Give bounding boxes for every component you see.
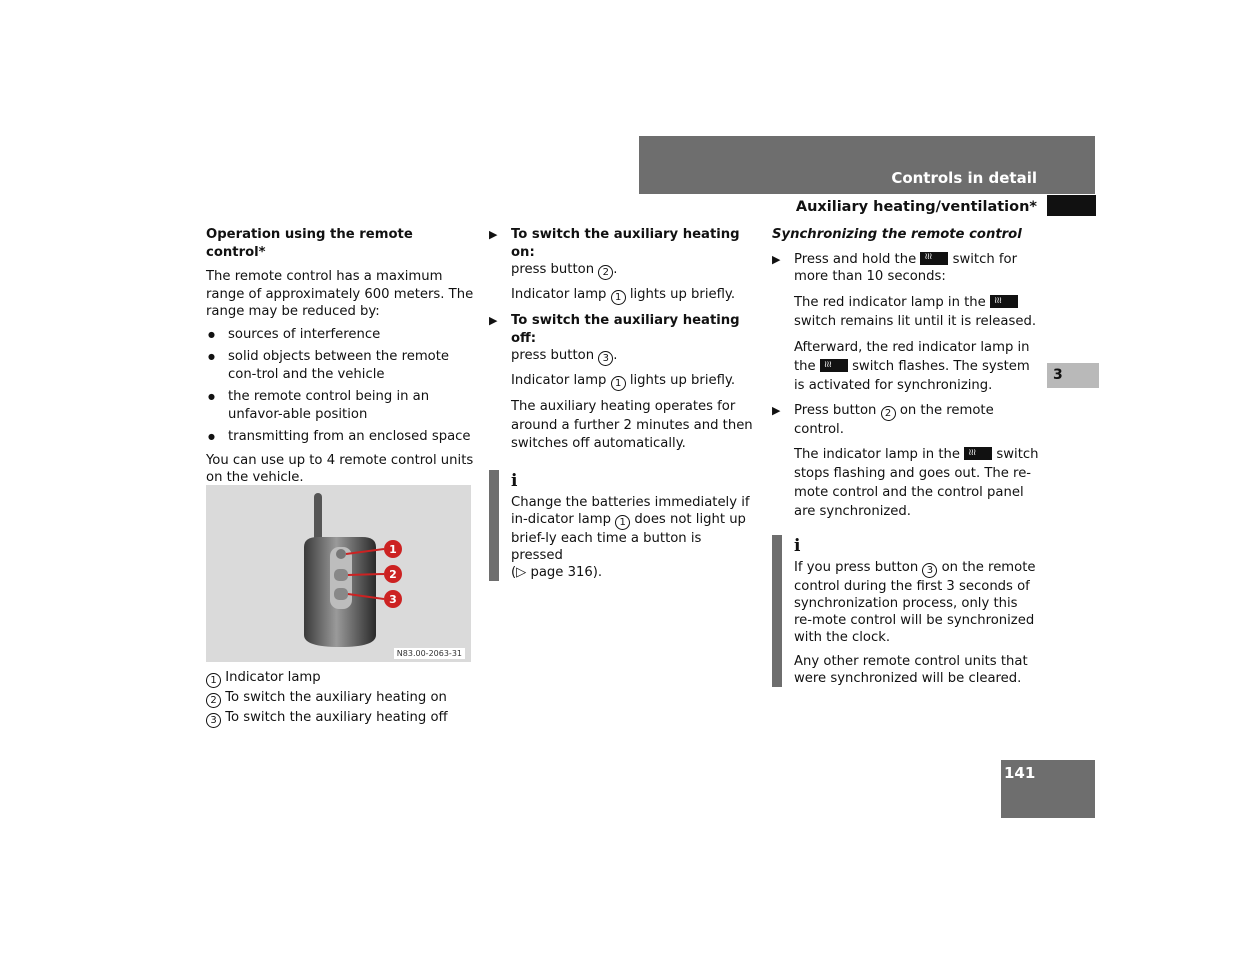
sync-heading: Synchronizing the remote control [772,227,1022,242]
step-text: switch for more than 10 seconds: [794,251,1018,284]
figure-legend [206,668,474,728]
info-text [794,559,1038,646]
step-text: on the remote control. [794,402,994,437]
lamp-text: Indicator lamp [511,287,607,302]
units-note: You can use up to 4 remote control units on the vehicle. [206,452,474,485]
result-text: The red indicator lamp in the [794,294,986,310]
step-text: press button [511,262,595,277]
auxiliary-heating-switch-icon [990,295,1018,308]
lamp-num: 1 [615,515,630,530]
subsection-marker [1047,195,1096,216]
result-text: switch flashes. The system is activated for synchronizing. [794,358,1030,393]
sync-result-2 [772,338,1040,395]
figure-code: N83.00-2063-31 [394,648,465,659]
right-column [772,226,1040,687]
info-text-part: Change the batteries immediately if in-dicator lamp [511,494,750,527]
callout-line-2 [348,574,384,575]
chapter-tab: 3 [1047,363,1099,388]
callout-2-label: 2 [389,568,397,581]
result-text: switch stops flashing and goes out. The re-mote control and the control panel are synchronized. [794,447,1039,519]
callout-3-label: 3 [389,593,397,606]
result-text: switch remains lit until it is released. [794,313,1037,329]
legend-num: 2 [206,693,221,708]
step-text: Press and hold the [794,251,917,267]
lamp-text: lights up briefly. [629,287,736,302]
range-intro: The remote control has a maximum range of approximately 600 meters. The range may be reduced by: [206,269,474,319]
info-text-cleared: Any other remote control units that were synchronized will be cleared. [794,654,1028,686]
legend-text: Indicator lamp [225,670,321,685]
step-text: press button [511,348,595,363]
button-num: 2 [598,265,613,280]
button-num: 3 [598,351,613,366]
section-header-bar [639,136,1095,194]
info-icon: i [511,470,518,491]
middle-column [489,226,757,581]
left-column [206,226,474,487]
auxiliary-heating-switch-icon [820,359,848,372]
result-text: Afterward, the red indicator lamp in the [794,339,1030,374]
result-text: The indicator lamp in the [794,447,960,462]
list-item: ● sources of interference [206,326,474,344]
legend-item [206,708,474,728]
step-text: Press button [794,402,877,418]
step-switch-off: ▶ To switch the auxiliary heating off: press button 3 . [489,312,757,366]
step-heading: To switch the auxiliary heating on: [511,227,740,260]
subsection-title: Auxiliary heating/ventilation* [795,199,1037,215]
step-switch-on: ▶ To switch the auxiliary heating on: press button 2 . [489,226,757,280]
remote-operation-heading: Operation using the remote control* [206,227,413,260]
info-text [511,494,755,581]
list-item: ● solid objects between the remote con-trol and the vehicle [206,348,474,383]
legend-item [206,668,474,688]
sync-result-1 [772,293,1040,331]
info-box-batteries [489,470,755,581]
legend-num: 1 [206,673,221,688]
legend-text: To switch the auxiliary heating on [225,690,447,705]
lamp-note-on [489,286,757,305]
lamp-text: Indicator lamp [511,373,607,388]
info-text-part: on the remote control during the first 3 seconds of synchronization process, only this re-mote control will be synchronized with the clock. [794,560,1036,645]
info-icon: i [794,536,801,556]
legend-num: 3 [206,713,221,728]
auxiliary-heating-switch-icon [964,447,992,460]
sync-step-1 [772,251,1040,286]
info-text-part: does not light up brief-ly each time a button is pressed [511,511,746,563]
info-box-sync [772,535,1038,687]
section-title: Controls in detail [891,169,1037,187]
page-reference: (▷ page 316). [511,564,603,580]
info-text-part: If you press button [794,560,919,575]
list-item: ● transmitting from an enclosed space [206,428,474,446]
button-num: 3 [922,563,937,578]
page-number: 141 [1004,764,1036,782]
lamp-num: 1 [611,376,626,391]
legend-text: To switch the auxiliary heating off [225,710,448,725]
sync-result-3 [772,445,1040,521]
list-item: ● the remote control being in an unfavor-able position [206,388,474,423]
sync-step-2 [772,402,1040,439]
lamp-note-off [489,372,757,391]
remote-control-figure [206,485,471,662]
lamp-text: lights up briefly. [629,373,736,388]
remote-control-illustration [206,485,471,662]
button-num: 2 [881,406,896,421]
auxiliary-heating-switch-icon [920,252,948,265]
runon-note: The auxiliary heating operates for around a further 2 minutes and then switches off automatically. [511,399,753,451]
step-heading: To switch the auxiliary heating off: [511,313,740,346]
lamp-num: 1 [611,290,626,305]
page-number-box [1001,760,1095,818]
callout-1-label: 1 [389,543,397,556]
legend-item [206,688,474,708]
